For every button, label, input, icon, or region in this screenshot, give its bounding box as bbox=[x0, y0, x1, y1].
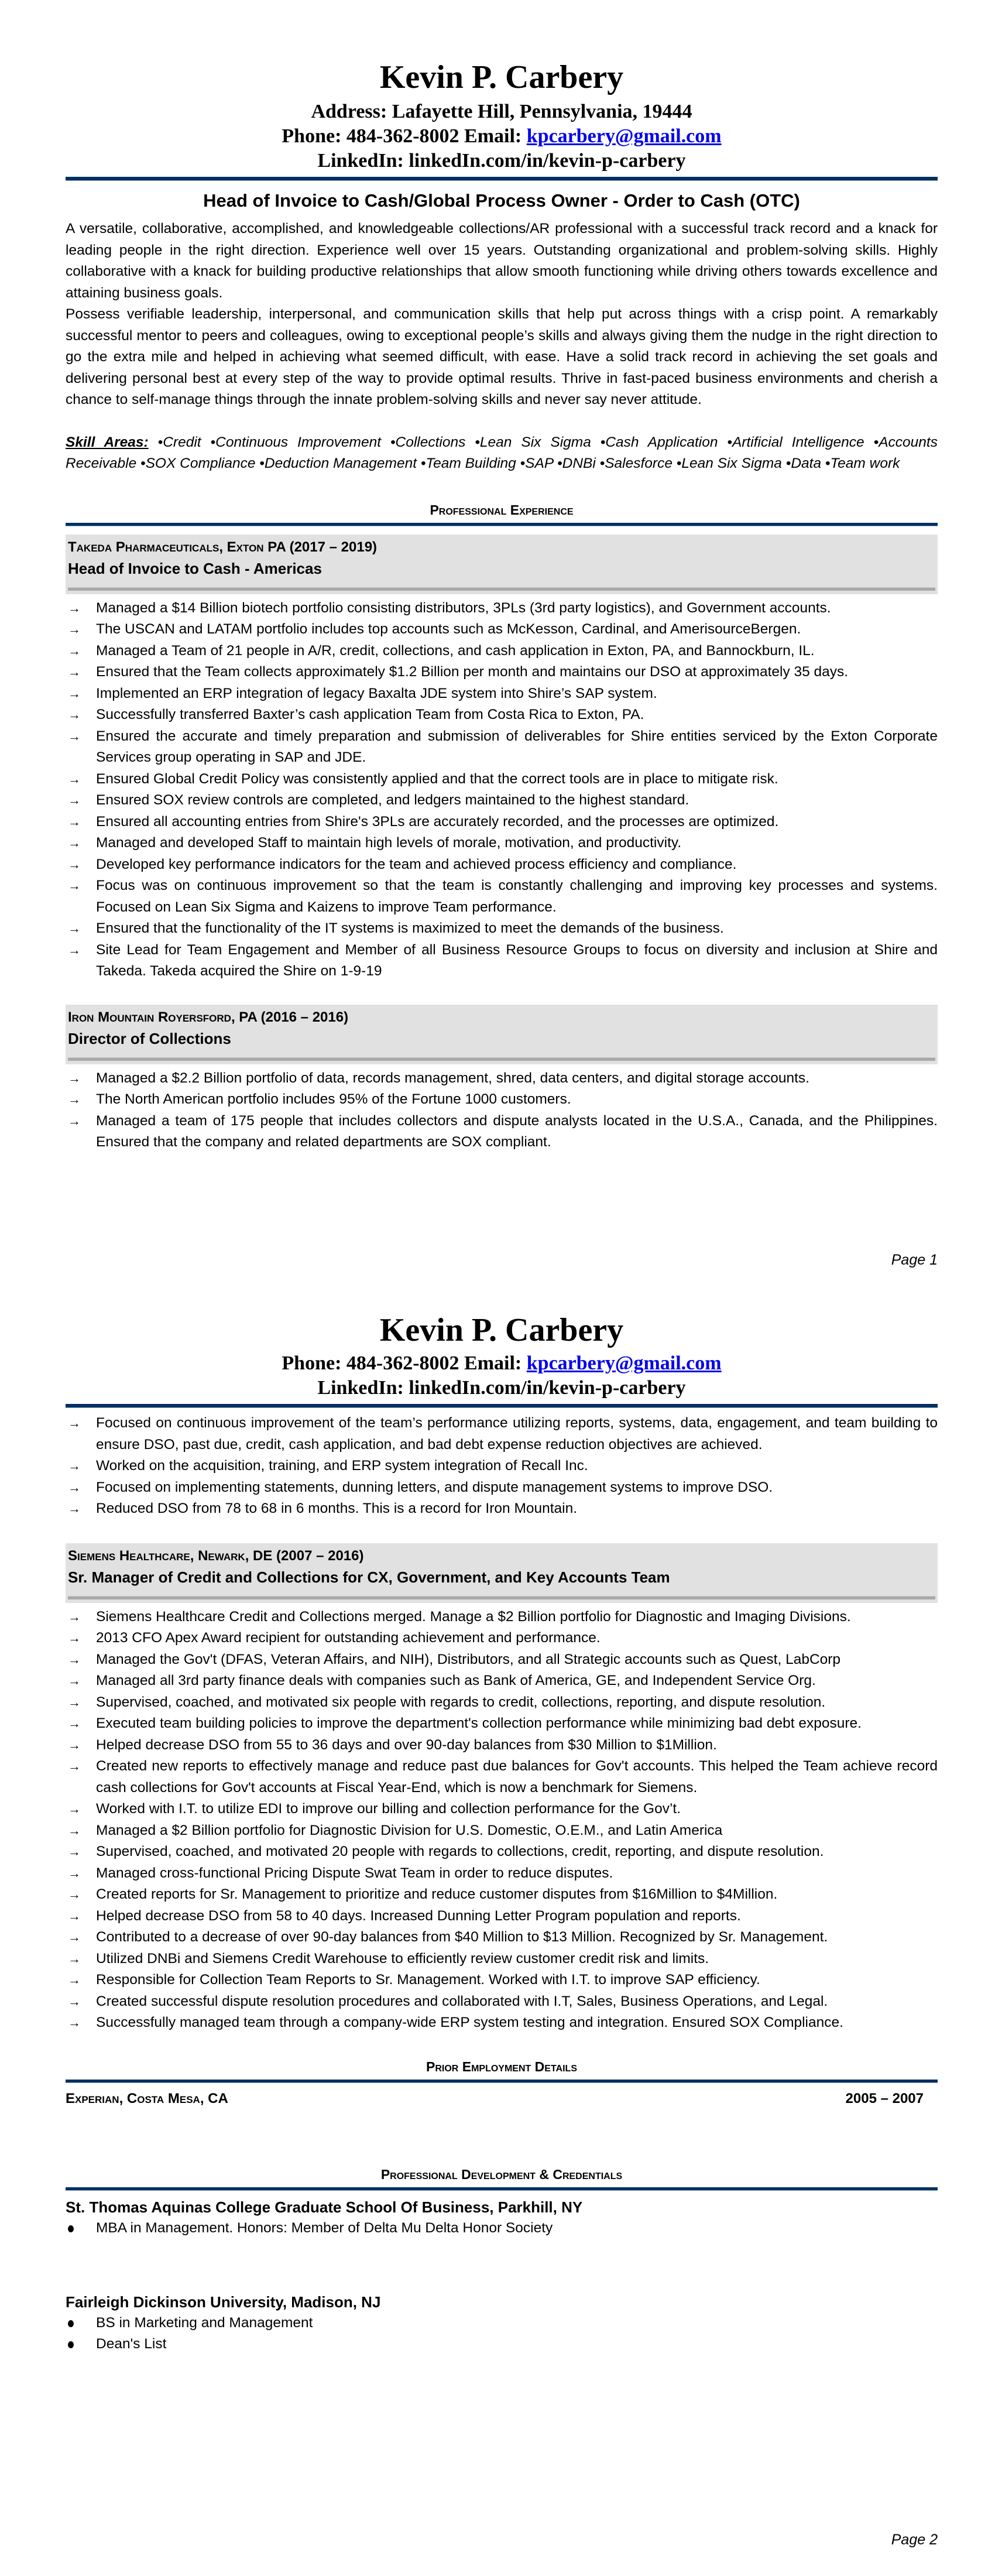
list-item: → Ensured that the functionality of the IT systems is maximized to meet the demands of the business. bbox=[66, 918, 938, 940]
list-item: → Supervised, coached, and motivated six people with regards to credit, collections, reporting, and dispute resolution. bbox=[66, 1692, 938, 1714]
skill-areas bbox=[66, 432, 938, 475]
arrow-icon: → bbox=[68, 1951, 81, 1966]
phone-email-line bbox=[66, 124, 938, 149]
email-link[interactable]: kpcarbery@gmail.com bbox=[526, 1352, 722, 1374]
list-item: → Managed a team of 175 people that includes collectors and dispute analysts located in the U.S.A., Canada, and the Philippines. Ensured that the company and related departments are SOX compliant. bbox=[66, 1111, 938, 1153]
list-item: → Created new reports to effectively manage and reduce past due balances for Gov't accounts. This helped the Team achieve record cash collections for Gov't accounts at Fiscal Year-End, which is now a benchmark for Siemens. bbox=[66, 1756, 938, 1799]
job-divider bbox=[68, 1057, 935, 1061]
arrow-icon: → bbox=[68, 835, 81, 850]
list-item: → Managed all 3rd party finance deals with companies such as Bank of America, GE, and Independent Service Org. bbox=[66, 1670, 938, 1692]
arrow-icon: → bbox=[68, 1759, 81, 1773]
job-company: Takeda Pharmaceuticals, Exton PA (2017 – 2019) bbox=[68, 539, 378, 555]
arrow-icon: → bbox=[68, 2015, 81, 2030]
arrow-icon: → bbox=[68, 1070, 81, 1085]
list-item: → Worked on the acquisition, training, and ERP system integration of Recall Inc. bbox=[66, 1455, 938, 1477]
arrow-icon: → bbox=[68, 1865, 81, 1880]
arrow-icon: → bbox=[68, 1479, 81, 1495]
list-item: → Managed and developed Staff to maintain high levels of morale, motivation, and productivity. bbox=[66, 833, 938, 854]
linkedin-line: LinkedIn: linkedIn.com/in/kevin-p-carbery bbox=[317, 1377, 686, 1399]
section-title-education: Professional Development & Credentials bbox=[380, 2166, 623, 2182]
job-title: Head of Invoice to Cash - Americas bbox=[68, 559, 322, 577]
header-divider bbox=[66, 177, 938, 181]
arrow-icon: → bbox=[68, 1630, 81, 1645]
list-item: → Managed a $2.2 Billion portfolio of data, records management, shred, data centers, and digital storage accounts. bbox=[66, 1068, 938, 1090]
arrow-icon: → bbox=[68, 1501, 81, 1516]
prior-years: 2005 – 2007 bbox=[845, 2090, 924, 2106]
list-item: → Focused on implementing statements, dunning letters, and dispute management systems to improve DSO. bbox=[66, 1477, 938, 1499]
arrow-icon: → bbox=[68, 622, 81, 636]
job-header-iron-mountain bbox=[66, 1005, 938, 1064]
arrow-icon: → bbox=[68, 878, 81, 893]
arrow-icon: → bbox=[68, 1092, 81, 1107]
continued-bullets-iron-mountain bbox=[66, 1413, 938, 1520]
list-item: Dean's List bbox=[66, 2334, 938, 2355]
school-details bbox=[66, 2313, 938, 2355]
list-item: → Managed the Gov't (DFAS, Veteran Affairs, and NIH), Distributors, and all Strategic accounts such as Quest, LabCorp bbox=[66, 1649, 938, 1671]
arrow-icon: → bbox=[68, 728, 81, 744]
list-item: → Developed key performance indicators for the team and achieved process efficiency and compliance. bbox=[66, 854, 938, 876]
phone-label: Phone: 484-362-8002 Email: bbox=[282, 125, 527, 147]
list-item: → Responsible for Collection Team Reports to Sr. Management. Worked with I.T. to improve SAP efficiency. bbox=[66, 1969, 938, 1991]
list-item: → Ensured that the Team collects approximately $1.2 Billion per month and maintains our DSO at approximately 35 days. bbox=[66, 662, 938, 683]
arrow-icon: → bbox=[68, 707, 81, 722]
page-number: Page 1 bbox=[891, 1252, 938, 1268]
arrow-icon: → bbox=[68, 686, 81, 701]
arrow-icon: → bbox=[68, 600, 81, 615]
arrow-icon: → bbox=[68, 1993, 81, 2009]
page-number: Page 2 bbox=[891, 2532, 938, 2548]
arrow-icon: → bbox=[68, 643, 81, 658]
education-entry bbox=[66, 2197, 938, 2239]
section-divider bbox=[66, 2187, 938, 2191]
list-item: → Ensured SOX review controls are completed, and ledgers maintained to the highest standard. bbox=[66, 790, 938, 811]
list-item: → Managed cross-functional Pricing Dispute Swat Team in order to reduce disputes. bbox=[66, 1863, 938, 1885]
arrow-icon: → bbox=[68, 1652, 81, 1667]
school-details bbox=[66, 2218, 938, 2239]
section-title-experience: Professional Experience bbox=[430, 502, 574, 518]
bullet-icon bbox=[68, 2341, 74, 2348]
address-line: Address: Lafayette Hill, Pennsylvania, 19444 bbox=[311, 101, 692, 122]
arrow-icon: → bbox=[68, 857, 81, 872]
list-item: → The USCAN and LATAM portfolio includes top accounts such as McKesson, Cardinal, and AmerisourceBergen. bbox=[66, 619, 938, 640]
arrow-icon: → bbox=[68, 1887, 81, 1902]
arrow-icon: → bbox=[68, 793, 81, 807]
arrow-icon: → bbox=[68, 1737, 81, 1752]
list-item: → Ensured the accurate and timely preparation and submission of deliverables for Shire entities serviced by the Exton Corporate Services group operating in SAP and JDE. bbox=[66, 726, 938, 769]
arrow-icon: → bbox=[68, 1823, 81, 1838]
skill-areas-list: •Credit •Continuous Improvement •Collections •Lean Six Sigma •Cash Application •Artificial Intelligence •Accounts Receivable •SOX Compliance •Deduction Management •Team Building •SAP •DNBi •Salesforce •Lean Six Sigma •Data •Team work bbox=[66, 434, 938, 471]
list-item: → Site Lead for Team Engagement and Member of all Business Resource Groups to focus on diversity and inclusion at Shire and Takeda. Takeda acquired the Shire on 1-9-19 bbox=[66, 940, 938, 982]
arrow-icon: → bbox=[68, 921, 81, 936]
arrow-icon: → bbox=[68, 771, 81, 786]
arrow-icon: → bbox=[68, 1113, 81, 1128]
list-item: BS in Marketing and Management bbox=[66, 2313, 938, 2334]
section-divider bbox=[66, 523, 938, 526]
list-item: → Managed a $14 Billion biotech portfolio consisting distributors, 3PLs (3rd party logistics), and Government accounts. bbox=[66, 598, 938, 619]
arrow-icon: → bbox=[68, 1673, 81, 1688]
arrow-icon: → bbox=[68, 1416, 81, 1430]
bullet-icon bbox=[68, 2225, 74, 2232]
job-bullets-iron-mountain bbox=[66, 1068, 938, 1153]
arrow-icon: → bbox=[68, 1930, 81, 1944]
job-header-takeda bbox=[66, 535, 938, 594]
arrow-icon: → bbox=[68, 814, 81, 829]
list-item: → Supervised, coached, and motivated 20 people with regards to collections, credit, reporting, and dispute resolution. bbox=[66, 1841, 938, 1863]
section-title-prior-employment: Prior Employment Details bbox=[426, 2058, 577, 2074]
list-item: → Worked with I.T. to utilize EDI to improve our billing and collection performance for the Gov’t. bbox=[66, 1799, 938, 1820]
list-item: → Helped decrease DSO from 55 to 36 days and over 90-day balances from $30 Million to $1Million. bbox=[66, 1735, 938, 1756]
list-item: → Managed a Team of 21 people in A/R, credit, collections, and cash application in Exton, PA, and Bannockburn, IL. bbox=[66, 640, 938, 662]
job-title: Sr. Manager of Credit and Collections for CX, Government, and Key Accounts Team bbox=[68, 1568, 670, 1586]
list-item: → Implemented an ERP integration of legacy Baxalta JDE system into Shire’s SAP system. bbox=[66, 683, 938, 705]
list-item: → 2013 CFO Apex Award recipient for outstanding achievement and performance. bbox=[66, 1628, 938, 1649]
list-item: → The North American portfolio includes 95% of the Fortune 1000 customers. bbox=[66, 1089, 938, 1111]
phone-label: Phone: 484-362-8002 Email: bbox=[282, 1352, 527, 1374]
summary bbox=[66, 218, 938, 411]
school-name: Fairleigh Dickinson University, Madison, NJ bbox=[66, 2293, 381, 2311]
phone-email-line bbox=[66, 1351, 938, 1376]
header-divider bbox=[66, 1404, 938, 1408]
arrow-icon: → bbox=[68, 1694, 81, 1710]
job-bullets-takeda bbox=[66, 598, 938, 982]
arrow-icon: → bbox=[68, 1609, 81, 1624]
list-item: → Successfully transferred Baxter’s cash application Team from Costa Rica to Exton, PA. bbox=[66, 704, 938, 726]
prior-employment-row bbox=[66, 2089, 938, 2109]
list-item: → Reduced DSO from 78 to 68 in 6 months. This is a record for Iron Mountain. bbox=[66, 1498, 938, 1520]
list-item: → Focus was on continuous improvement so that the team is constantly challenging and improving key processes and systems. Focused on Lean Six Sigma and Kaizens to improve Team performance. bbox=[66, 875, 938, 918]
headline: Head of Invoice to Cash/Global Process Owner - Order to Cash (OTC) bbox=[203, 190, 800, 211]
job-header-siemens bbox=[66, 1543, 938, 1603]
arrow-icon: → bbox=[68, 1458, 81, 1473]
arrow-icon: → bbox=[68, 1972, 81, 1987]
candidate-name: Kevin P. Carbery bbox=[379, 59, 624, 95]
list-item: → Managed a $2 Billion portfolio for Diagnostic Division for U.S. Domestic, O.E.M., and Latin America bbox=[66, 1820, 938, 1842]
job-title: Director of Collections bbox=[68, 1029, 231, 1047]
job-company: Siemens Healthcare, Newark, DE (2007 – 2016) bbox=[68, 1547, 364, 1564]
list-item: → Contributed to a decrease of over 90-day balances from $40 Million to $13 Million. Recognized by Sr. Management. bbox=[66, 1927, 938, 1948]
arrow-icon: → bbox=[68, 1908, 81, 1923]
job-divider bbox=[68, 1596, 935, 1599]
email-link[interactable]: kpcarbery@gmail.com bbox=[526, 125, 722, 147]
prior-company: Experian, Costa Mesa, CA bbox=[66, 2090, 228, 2106]
school-name: St. Thomas Aquinas College Graduate School Of Business, Parkhill, NY bbox=[66, 2198, 583, 2216]
list-item: → Siemens Healthcare Credit and Collections merged. Manage a $2 Billion portfolio for Diagnostic and Imaging Divisions. bbox=[66, 1606, 938, 1628]
section-divider bbox=[66, 2080, 938, 2083]
candidate-name: Kevin P. Carbery bbox=[379, 1312, 624, 1348]
summary-paragraph-2: Possess verifiable leadership, interpersonal, and communication skills that help put across things with a crisp point. A remarkably successful mentor to peers and colleagues, owing to exceptional people’s skills and always giving them the nudge in the right direction to go the extra mile and helped in achieving what seemed difficult, with ease. Have a solid track record in achieving the set goals and delivering personal best at every step of the way to provide optimal results. Thrive in fast-paced business environments and cherish a chance to self-manage things through the innate problem-solving skills and never say never attitude. bbox=[66, 306, 938, 407]
skill-areas-label: Skill Areas: bbox=[66, 434, 149, 450]
summary-paragraph-1: A versatile, collaborative, accomplished, and knowledgeable collections/AR professional with a successful track record and a knack for leading people in the right direction. Experience well over 15 years. Outstanding organizational and problem-solving skills. Highly collaborative with a knack for building productive relationships that allow smooth functioning while driving others towards excellence and attaining business goals. bbox=[66, 221, 938, 301]
list-item: → Successfully managed team through a company-wide ERP system testing and integration. Ensured SOX Compliance. bbox=[66, 2012, 938, 2034]
linkedin-line: LinkedIn: linkedIn.com/in/kevin-p-carbery bbox=[317, 150, 686, 172]
job-bullets-siemens bbox=[66, 1606, 938, 2034]
list-item: MBA in Management. Honors: Member of Delta Mu Delta Honor Society bbox=[66, 2218, 938, 2239]
arrow-icon: → bbox=[68, 1716, 81, 1731]
arrow-icon: → bbox=[68, 664, 81, 679]
job-divider bbox=[68, 587, 935, 591]
education-entry bbox=[66, 2291, 938, 2355]
list-item: → Ensured all accounting entries from Shire's 3PLs are accurately recorded, and the processes are optimized. bbox=[66, 811, 938, 833]
job-company: Iron Mountain Royersford, PA (2016 – 2016) bbox=[68, 1009, 349, 1025]
arrow-icon: → bbox=[68, 1844, 81, 1859]
list-item: → Created successful dispute resolution procedures and collaborated with I.T, Sales, Business Operations, and Legal. bbox=[66, 1991, 938, 2013]
list-item: → Created reports for Sr. Management to prioritize and reduce customer disputes from $16Million to $4Million. bbox=[66, 1884, 938, 1906]
list-item: → Ensured Global Credit Policy was consistently applied and that the correct tools are in place to mitigate risk. bbox=[66, 769, 938, 790]
list-item: → Focused on continuous improvement of the team’s performance utilizing reports, systems, data, engagement, and team building to ensure DSO, past due, credit, cash application, and bad debt expense reduction objectives are achieved. bbox=[66, 1413, 938, 1455]
bullet-icon bbox=[68, 2320, 74, 2327]
arrow-icon: → bbox=[68, 1801, 81, 1816]
list-item: → Executed team building policies to improve the department's collection performance while minimizing bad debt exposure. bbox=[66, 1713, 938, 1735]
list-item: → Helped decrease DSO from 58 to 40 days. Increased Dunning Letter Program population and reports. bbox=[66, 1906, 938, 1927]
arrow-icon: → bbox=[68, 942, 81, 957]
list-item: → Utilized DNBi and Siemens Credit Warehouse to efficiently review customer credit risk and limits. bbox=[66, 1948, 938, 1970]
